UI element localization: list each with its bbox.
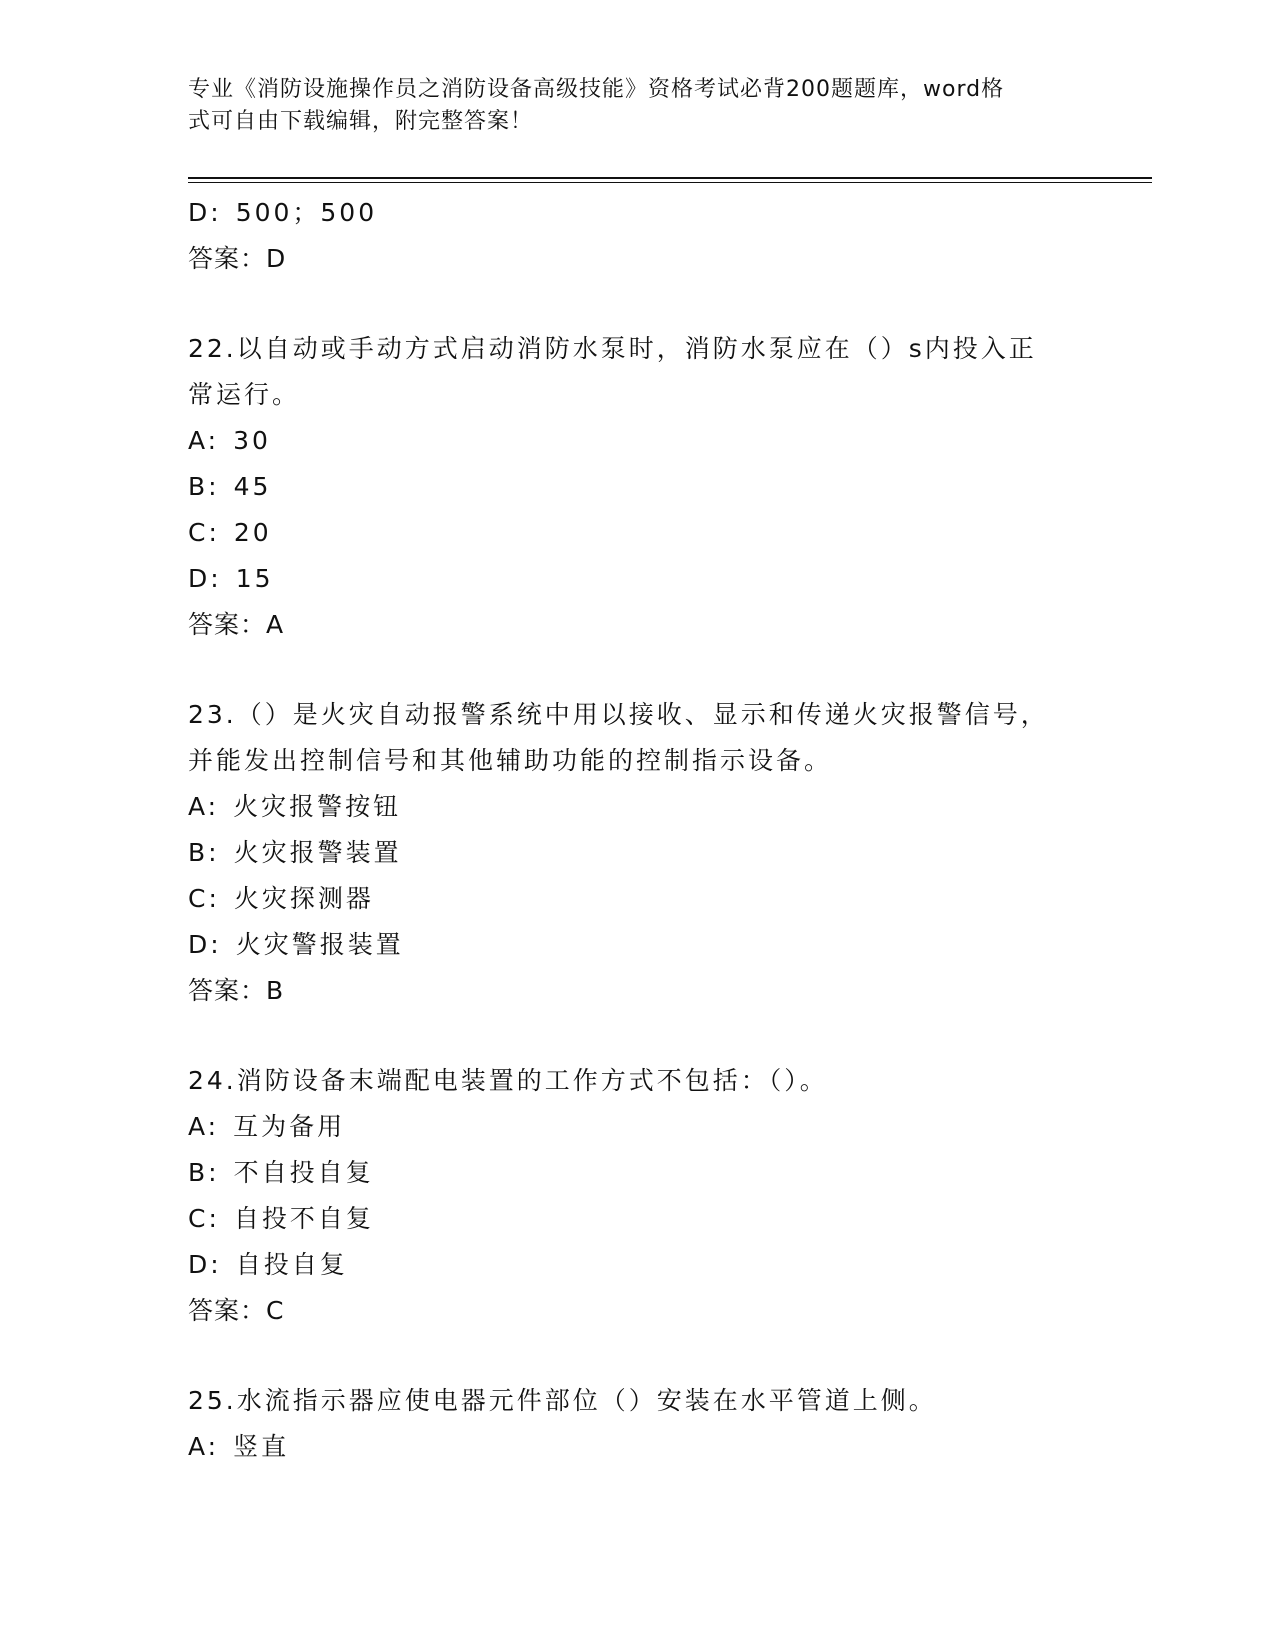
header-line-2: 式可自由下载编辑，附完整答案！ bbox=[188, 109, 534, 134]
option-c: C: 自投不自复 bbox=[188, 1204, 374, 1233]
option-b: B: 火灾报警装置 bbox=[188, 838, 402, 867]
question-stem: 23.（）是火灾自动报警系统中用以接收、显示和传递火灾报警信号， bbox=[188, 700, 1049, 729]
option-c: C: 20 bbox=[188, 518, 272, 547]
option-d: D: 15 bbox=[188, 564, 274, 593]
question-stem: 24.消防设备末端配电装置的工作方式不包括：（）。 bbox=[188, 1066, 828, 1095]
question-stem-cont: 并能发出控制信号和其他辅助功能的控制指示设备。 bbox=[188, 746, 833, 775]
option-a: A: 竖直 bbox=[188, 1432, 290, 1461]
option-a: A: 30 bbox=[188, 426, 271, 455]
previous-question-tail bbox=[188, 190, 1068, 282]
option-a: A: 互为备用 bbox=[188, 1112, 346, 1141]
document-header bbox=[188, 74, 1068, 138]
option-b: B: 不自投自复 bbox=[188, 1158, 374, 1187]
question-22 bbox=[188, 326, 1068, 648]
question-stem-cont: 常运行。 bbox=[188, 380, 301, 409]
option-a: A: 火灾报警按钮 bbox=[188, 792, 402, 821]
question-23 bbox=[188, 692, 1068, 1014]
answer-line: 答案：C bbox=[188, 1296, 285, 1325]
question-25 bbox=[188, 1378, 1068, 1470]
header-line-1: 专业《消防设施操作员之消防设备高级技能》资格考试必背200题题库，word格 bbox=[188, 77, 1005, 102]
header-divider-thick bbox=[188, 177, 1152, 179]
question-list bbox=[188, 190, 1068, 1470]
option-d: D: 自投自复 bbox=[188, 1250, 348, 1279]
option-b: B: 45 bbox=[188, 472, 272, 501]
question-stem: 22.以自动或手动方式启动消防水泵时，消防水泵应在（）s内投入正 bbox=[188, 334, 1037, 363]
header-divider-thin bbox=[188, 182, 1152, 183]
answer-line: 答案：A bbox=[188, 610, 285, 639]
option-d: D: 火灾警报装置 bbox=[188, 930, 404, 959]
answer-line: 答案：D bbox=[188, 244, 287, 273]
question-stem: 25.水流指示器应使电器元件部位（）安装在水平管道上侧。 bbox=[188, 1386, 937, 1415]
question-24 bbox=[188, 1058, 1068, 1334]
option-d: D: 500；500 bbox=[188, 198, 378, 227]
answer-line: 答案：B bbox=[188, 976, 285, 1005]
option-c: C: 火灾探测器 bbox=[188, 884, 374, 913]
